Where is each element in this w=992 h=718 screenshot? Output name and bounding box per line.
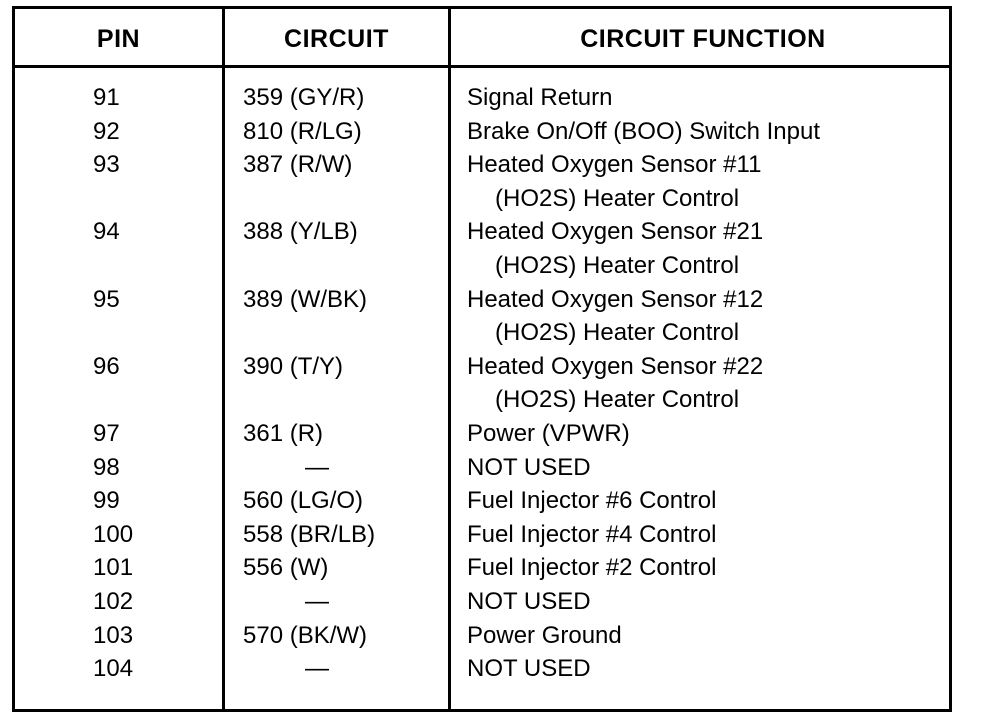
pin-cell: 101 <box>93 554 134 582</box>
table-row <box>15 518 949 552</box>
header-pin: PIN <box>96 25 141 53</box>
circuit-cell: — <box>305 587 329 615</box>
pin-cell: 95 <box>93 285 120 313</box>
function-cell <box>467 551 716 585</box>
function-text: Signal Return <box>467 84 613 111</box>
circuit-cell: 810 (R/LG) <box>243 117 362 145</box>
circuit-cell: 388 (Y/LB) <box>243 218 358 246</box>
pin-cell: 94 <box>93 218 120 246</box>
function-cell <box>467 148 761 215</box>
function-cell <box>467 451 591 485</box>
pin-cell: 104 <box>93 655 134 683</box>
circuit-cell: 558 (BR/LB) <box>243 520 376 548</box>
table-row <box>15 283 949 350</box>
pin-cell: 91 <box>93 84 120 111</box>
function-text: Heated Oxygen Sensor #21 <box>467 218 764 246</box>
function-text: Fuel Injector #2 Control <box>467 554 717 582</box>
circuit-cell: 556 (W) <box>243 554 329 582</box>
table-row <box>15 215 949 282</box>
function-text: Fuel Injector #6 Control <box>467 487 717 515</box>
circuit-cell: 387 (R/W) <box>243 151 353 179</box>
table-row <box>15 451 949 485</box>
pin-table <box>12 6 952 712</box>
function-text: Heated Oxygen Sensor #12 <box>467 285 764 313</box>
table-row <box>15 417 949 451</box>
table-row <box>15 81 949 115</box>
table-row <box>15 551 949 585</box>
pin-cell: 102 <box>93 587 134 615</box>
function-cell <box>467 484 716 518</box>
function-cell <box>467 417 630 451</box>
header-circuit: CIRCUIT <box>284 25 389 53</box>
circuit-cell: 390 (T/Y) <box>243 352 344 380</box>
function-cell <box>467 619 622 653</box>
function-text: Heated Oxygen Sensor #11 <box>467 151 762 179</box>
circuit-cell: 570 (BK/W) <box>243 621 368 649</box>
circuit-cell: — <box>305 655 329 683</box>
table-row <box>15 484 949 518</box>
function-cell <box>467 283 763 350</box>
header-circuit-function: CIRCUIT FUNCTION <box>580 25 826 53</box>
function-text-continued: (HO2S) Heater Control <box>495 184 740 212</box>
table-row <box>15 585 949 619</box>
pin-cell: 103 <box>93 621 134 649</box>
pin-cell: 93 <box>93 151 120 179</box>
function-text: Fuel Injector #4 Control <box>467 520 717 548</box>
function-text: Brake On/Off (BOO) Switch Input <box>467 117 821 145</box>
circuit-cell: 389 (W/BK) <box>243 285 368 313</box>
function-text-continued: (HO2S) Heater Control <box>495 251 740 279</box>
table-body <box>15 81 949 686</box>
pin-cell: 99 <box>93 487 120 515</box>
function-cell <box>467 350 763 417</box>
function-text: NOT USED <box>467 655 591 683</box>
function-cell <box>467 215 763 282</box>
pin-cell: 98 <box>93 453 120 481</box>
pin-cell: 92 <box>93 117 120 145</box>
function-text-continued: (HO2S) Heater Control <box>495 319 740 347</box>
pin-cell: 97 <box>93 419 120 447</box>
function-text: Power (VPWR) <box>467 419 630 447</box>
function-text: NOT USED <box>467 587 591 615</box>
table-row <box>15 652 949 686</box>
circuit-cell: — <box>305 453 329 481</box>
table-row <box>15 350 949 417</box>
header-divider <box>15 65 949 68</box>
circuit-cell: 361 (R) <box>243 419 324 447</box>
table-row <box>15 115 949 149</box>
circuit-cell: 560 (LG/O) <box>243 487 364 515</box>
table-row <box>15 148 949 215</box>
function-text-continued: (HO2S) Heater Control <box>495 386 740 414</box>
function-text: Heated Oxygen Sensor #22 <box>467 352 764 380</box>
function-cell <box>467 518 716 552</box>
function-cell <box>467 81 612 115</box>
table-row <box>15 619 949 653</box>
function-cell <box>467 115 820 149</box>
circuit-cell: 359 (GY/R) <box>243 84 365 111</box>
function-cell <box>467 585 591 619</box>
pin-cell: 100 <box>93 520 134 548</box>
function-text: NOT USED <box>467 453 591 481</box>
function-cell <box>467 652 591 686</box>
pin-cell: 96 <box>93 352 120 380</box>
function-text: Power Ground <box>467 621 622 649</box>
